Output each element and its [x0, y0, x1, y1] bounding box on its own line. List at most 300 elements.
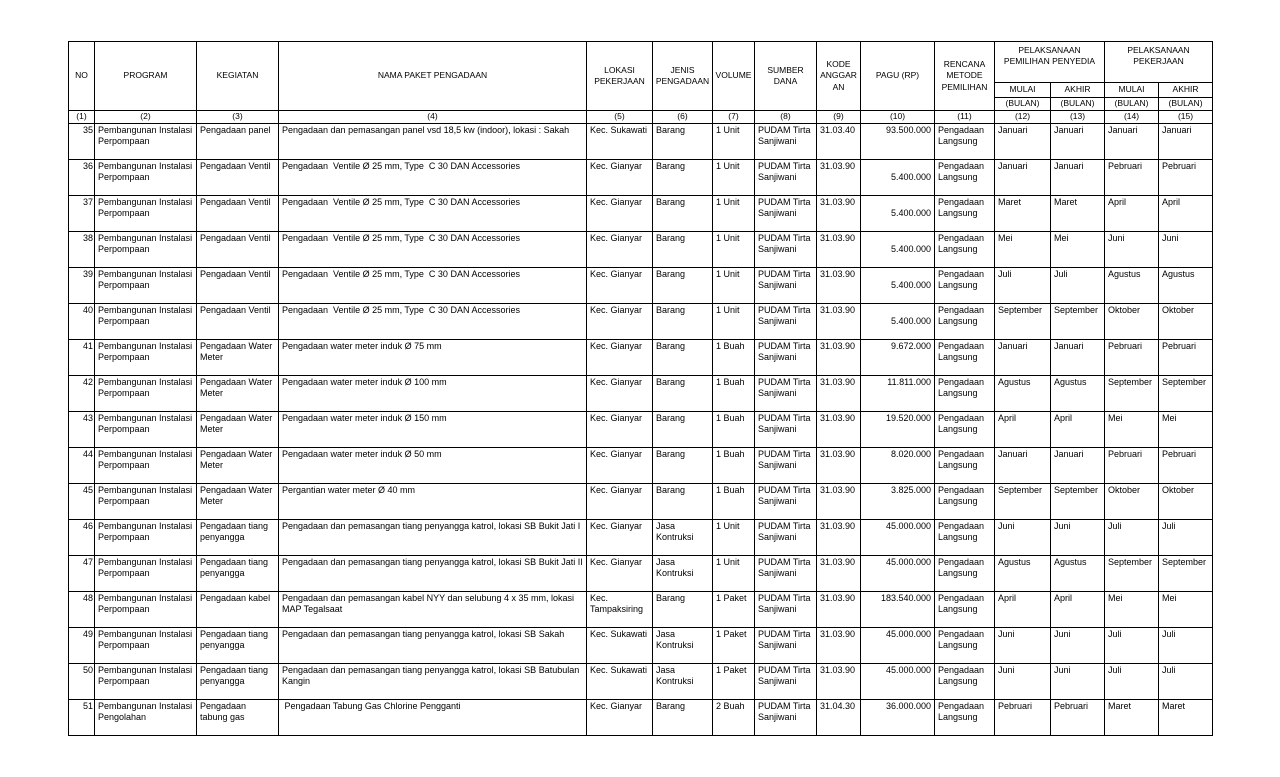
cell-lokasi: Kec. Sukawati: [587, 628, 653, 664]
table-row: [69, 160, 1213, 196]
cell-pk-mulai: Agustus: [1105, 268, 1159, 304]
cell-no: 45: [69, 484, 95, 520]
header-row-column-numbers: [69, 111, 1213, 124]
col-header-kode-anggaran: KODE ANGGARAN: [817, 42, 861, 111]
cell-no: 36: [69, 160, 95, 196]
cell-kode: 31.03.90: [817, 412, 861, 448]
cell-pk-akhir: Januari: [1159, 124, 1213, 160]
cell-volume: 1 Paket: [713, 664, 755, 700]
cell-pagu: 36.000.000: [861, 700, 935, 736]
cell-kode: 31.03.90: [817, 484, 861, 520]
cell-pagu: 45.000.000: [861, 556, 935, 592]
cell-lokasi: Kec. Sukawati: [587, 664, 653, 700]
cell-no: 41: [69, 340, 95, 376]
cell-no: 38: [69, 232, 95, 268]
cell-pp-mulai: Januari: [995, 340, 1051, 376]
cell-kode: 31.03.90: [817, 520, 861, 556]
cell-pagu: 3.825.000: [861, 484, 935, 520]
cell-nama: Pengadaan Tabung Gas Chlorine Pengganti: [279, 700, 587, 736]
cell-pp-akhir: Januari: [1051, 124, 1105, 160]
cell-pp-mulai: Juni: [995, 628, 1051, 664]
cell-pagu: 45.000.000: [861, 628, 935, 664]
cell-sumber: PUDAM Tirta Sanjiwani: [755, 592, 817, 628]
cell-pp-akhir: April: [1051, 592, 1105, 628]
cell-kegiatan: Pengadaan Water Meter: [197, 376, 279, 412]
procurement-table: [68, 41, 1213, 736]
cell-program: Pembangunan Instalasi Pengolahan: [95, 700, 197, 736]
cell-pk-mulai: Januari: [1105, 124, 1159, 160]
col-number: (14): [1105, 111, 1159, 124]
cell-sumber: PUDAM Tirta Sanjiwani: [755, 196, 817, 232]
cell-pk-akhir: Pebruari: [1159, 160, 1213, 196]
cell-metode: Pengadaan Langsung: [935, 412, 995, 448]
cell-pagu: 183.540.000: [861, 592, 935, 628]
cell-volume: 1 Paket: [713, 592, 755, 628]
cell-metode: Pengadaan Langsung: [935, 340, 995, 376]
cell-kegiatan: Pengadaan Ventil: [197, 196, 279, 232]
cell-metode: Pengadaan Langsung: [935, 556, 995, 592]
cell-metode: Pengadaan Langsung: [935, 232, 995, 268]
cell-metode: Pengadaan Langsung: [935, 592, 995, 628]
table-body: [69, 124, 1213, 736]
cell-nama: Pengadaan Ventile Ø 25 mm, Type C 30 DAN Accessories: [279, 304, 587, 340]
cell-sumber: PUDAM Tirta Sanjiwani: [755, 448, 817, 484]
table-row: [69, 664, 1213, 700]
cell-kode: 31.03.90: [817, 196, 861, 232]
cell-pk-mulai: Pebruari: [1105, 160, 1159, 196]
cell-program: Pembangunan Instalasi Perpompaan: [95, 592, 197, 628]
cell-pp-mulai: Juni: [995, 520, 1051, 556]
col-header-lokasi: LOKASI PEKERJAAN: [587, 42, 653, 111]
header-row-main: [69, 42, 1213, 83]
cell-lokasi: Kec. Gianyar: [587, 520, 653, 556]
col-header-kegiatan: KEGIATAN: [197, 42, 279, 111]
cell-pp-mulai: Agustus: [995, 556, 1051, 592]
cell-kegiatan: Pengadaan tiang penyangga: [197, 556, 279, 592]
table-row: [69, 412, 1213, 448]
cell-pp-akhir: Januari: [1051, 448, 1105, 484]
cell-pagu: 5.400.000: [861, 160, 935, 196]
cell-metode: Pengadaan Langsung: [935, 376, 995, 412]
cell-pagu: 9.672.000: [861, 340, 935, 376]
table-header: [69, 42, 1213, 124]
cell-program: Pembangunan Instalasi Perpompaan: [95, 412, 197, 448]
cell-nama: Pengadaan dan pemasangan tiang penyangga katrol, lokasi SB Batubulan Kangin: [279, 664, 587, 700]
cell-volume: 1 Unit: [713, 232, 755, 268]
cell-pk-mulai: Mei: [1105, 412, 1159, 448]
cell-no: 48: [69, 592, 95, 628]
cell-pp-akhir: Januari: [1051, 340, 1105, 376]
cell-pk-akhir: Mei: [1159, 412, 1213, 448]
cell-pp-mulai: Juli: [995, 268, 1051, 304]
cell-pp-akhir: September: [1051, 484, 1105, 520]
cell-program: Pembangunan Instalasi Perpompaan: [95, 556, 197, 592]
cell-pp-mulai: Januari: [995, 124, 1051, 160]
table-row: [69, 700, 1213, 736]
cell-pp-akhir: September: [1051, 304, 1105, 340]
cell-pp-mulai: Agustus: [995, 376, 1051, 412]
cell-volume: 1 Buah: [713, 376, 755, 412]
cell-jenis: Jasa Kontruksi: [653, 628, 713, 664]
cell-kode: 31.04.30: [817, 700, 861, 736]
cell-metode: Pengadaan Langsung: [935, 700, 995, 736]
col-header-pelaksanaan-pemilihan: PELAKSANAAN PEMILIHAN PENYEDIA: [995, 42, 1105, 83]
cell-volume: 1 Unit: [713, 160, 755, 196]
cell-kegiatan: Pengadaan panel: [197, 124, 279, 160]
cell-no: 51: [69, 700, 95, 736]
col-number: (8): [755, 111, 817, 124]
cell-program: Pembangunan Instalasi Perpompaan: [95, 196, 197, 232]
cell-kode: 31.03.90: [817, 340, 861, 376]
cell-jenis: Barang: [653, 196, 713, 232]
cell-pagu: 5.400.000: [861, 304, 935, 340]
col-header-pemilihan-akhir: AKHIR: [1051, 83, 1105, 98]
cell-metode: Pengadaan Langsung: [935, 448, 995, 484]
cell-jenis: Barang: [653, 232, 713, 268]
cell-kode: 31.03.90: [817, 376, 861, 412]
cell-sumber: PUDAM Tirta Sanjiwani: [755, 268, 817, 304]
cell-pk-mulai: Maret: [1105, 700, 1159, 736]
cell-program: Pembangunan Instalasi Perpompaan: [95, 232, 197, 268]
col-number: (15): [1159, 111, 1213, 124]
cell-kegiatan: Pengadaan tabung gas: [197, 700, 279, 736]
col-header-pagu: PAGU (RP): [861, 42, 935, 111]
cell-no: 35: [69, 124, 95, 160]
cell-pk-akhir: Juli: [1159, 520, 1213, 556]
cell-volume: 1 Buah: [713, 412, 755, 448]
col-header-pekerjaan-mulai: MULAI: [1105, 83, 1159, 98]
col-header-nama-paket: NAMA PAKET PENGADAAN: [279, 42, 587, 111]
cell-program: Pembangunan Instalasi Perpompaan: [95, 628, 197, 664]
cell-pp-akhir: Agustus: [1051, 376, 1105, 412]
cell-volume: 1 Buah: [713, 340, 755, 376]
cell-no: 40: [69, 304, 95, 340]
cell-kegiatan: Pengadaan Water Meter: [197, 484, 279, 520]
cell-pagu: 45.000.000: [861, 520, 935, 556]
cell-kode: 31.03.90: [817, 232, 861, 268]
cell-lokasi: Kec. Gianyar: [587, 448, 653, 484]
cell-no: 39: [69, 268, 95, 304]
col-number: (5): [587, 111, 653, 124]
table-row: [69, 484, 1213, 520]
col-number: (7): [713, 111, 755, 124]
cell-volume: 1 Unit: [713, 520, 755, 556]
cell-kode: 31.03.90: [817, 304, 861, 340]
cell-pp-mulai: Juni: [995, 664, 1051, 700]
cell-kegiatan: Pengadaan Water Meter: [197, 448, 279, 484]
cell-metode: Pengadaan Langsung: [935, 304, 995, 340]
cell-jenis: Jasa Kontruksi: [653, 556, 713, 592]
cell-kode: 31.03.90: [817, 556, 861, 592]
cell-volume: 1 Unit: [713, 304, 755, 340]
cell-lokasi: Kec. Gianyar: [587, 376, 653, 412]
cell-jenis: Barang: [653, 448, 713, 484]
cell-lokasi: Kec. Gianyar: [587, 268, 653, 304]
cell-metode: Pengadaan Langsung: [935, 628, 995, 664]
cell-program: Pembangunan Instalasi Perpompaan: [95, 484, 197, 520]
cell-pk-akhir: April: [1159, 196, 1213, 232]
cell-sumber: PUDAM Tirta Sanjiwani: [755, 124, 817, 160]
cell-no: 50: [69, 664, 95, 700]
cell-pp-akhir: April: [1051, 412, 1105, 448]
cell-nama: Pengadaan Ventile Ø 25 mm, Type C 30 DAN Accessories: [279, 232, 587, 268]
cell-jenis: Barang: [653, 412, 713, 448]
cell-jenis: Barang: [653, 268, 713, 304]
cell-nama: Pengadaan Ventile Ø 25 mm, Type C 30 DAN Accessories: [279, 160, 587, 196]
col-number: (4): [279, 111, 587, 124]
cell-jenis: Barang: [653, 124, 713, 160]
cell-pp-akhir: Juni: [1051, 520, 1105, 556]
col-number: (1): [69, 111, 95, 124]
table-row: [69, 304, 1213, 340]
cell-pk-mulai: Mei: [1105, 592, 1159, 628]
cell-metode: Pengadaan Langsung: [935, 268, 995, 304]
col-header-volume: VOLUME: [713, 42, 755, 111]
col-number: (9): [817, 111, 861, 124]
cell-pk-akhir: Mei: [1159, 592, 1213, 628]
cell-pk-mulai: Juli: [1105, 628, 1159, 664]
cell-program: Pembangunan Instalasi Perpompaan: [95, 376, 197, 412]
cell-volume: 1 Paket: [713, 628, 755, 664]
col-header-rencana-metode: RENCANA METODE PEMILIHAN: [935, 42, 995, 111]
table-row: [69, 124, 1213, 160]
col-number: (12): [995, 111, 1051, 124]
cell-jenis: Barang: [653, 160, 713, 196]
cell-no: 37: [69, 196, 95, 232]
cell-no: 46: [69, 520, 95, 556]
cell-pagu: 93.500.000: [861, 124, 935, 160]
cell-jenis: Barang: [653, 592, 713, 628]
cell-lokasi: Kec. Sukawati: [587, 124, 653, 160]
table-row: [69, 628, 1213, 664]
cell-pk-akhir: Juli: [1159, 628, 1213, 664]
col-header-pekerjaan-akhir: AKHIR: [1159, 83, 1213, 98]
cell-pk-akhir: Oktober: [1159, 484, 1213, 520]
col-header-bulan: (BULAN): [1051, 98, 1105, 111]
cell-pp-mulai: September: [995, 304, 1051, 340]
cell-lokasi: Kec. Tampaksiring: [587, 592, 653, 628]
col-number: (13): [1051, 111, 1105, 124]
cell-kegiatan: Pengadaan tiang penyangga: [197, 520, 279, 556]
cell-program: Pembangunan Instalasi Perpompaan: [95, 268, 197, 304]
cell-kode: 31.03.90: [817, 664, 861, 700]
cell-volume: 1 Unit: [713, 556, 755, 592]
cell-nama: Pergantian water meter Ø 40 mm: [279, 484, 587, 520]
cell-volume: 1 Buah: [713, 448, 755, 484]
cell-pk-mulai: September: [1105, 376, 1159, 412]
cell-nama: Pengadaan water meter induk Ø 50 mm: [279, 448, 587, 484]
cell-program: Pembangunan Instalasi Perpompaan: [95, 124, 197, 160]
cell-pp-mulai: April: [995, 592, 1051, 628]
cell-volume: 2 Buah: [713, 700, 755, 736]
cell-pk-akhir: Agustus: [1159, 268, 1213, 304]
cell-lokasi: Kec. Gianyar: [587, 196, 653, 232]
cell-pagu: 45.000.000: [861, 664, 935, 700]
cell-sumber: PUDAM Tirta Sanjiwani: [755, 520, 817, 556]
col-header-program: PROGRAM: [95, 42, 197, 111]
cell-sumber: PUDAM Tirta Sanjiwani: [755, 412, 817, 448]
cell-sumber: PUDAM Tirta Sanjiwani: [755, 232, 817, 268]
cell-kode: 31.03.90: [817, 628, 861, 664]
cell-pk-akhir: September: [1159, 556, 1213, 592]
cell-metode: Pengadaan Langsung: [935, 484, 995, 520]
cell-nama: Pengadaan dan pemasangan tiang penyangga katrol, lokasi SB Sakah: [279, 628, 587, 664]
cell-pk-mulai: Oktober: [1105, 484, 1159, 520]
cell-kode: 31.03.40: [817, 124, 861, 160]
cell-lokasi: Kec. Gianyar: [587, 556, 653, 592]
cell-lokasi: Kec. Gianyar: [587, 484, 653, 520]
cell-program: Pembangunan Instalasi Perpompaan: [95, 448, 197, 484]
cell-nama: Pengadaan dan pemasangan panel vsd 18,5 kw (indoor), lokasi : Sakah: [279, 124, 587, 160]
cell-pagu: 5.400.000: [861, 232, 935, 268]
cell-sumber: PUDAM Tirta Sanjiwani: [755, 700, 817, 736]
cell-volume: 1 Unit: [713, 196, 755, 232]
col-header-bulan: (BULAN): [995, 98, 1051, 111]
cell-program: Pembangunan Instalasi Perpompaan: [95, 340, 197, 376]
cell-no: 42: [69, 376, 95, 412]
col-number: (10): [861, 111, 935, 124]
cell-program: Pembangunan Instalasi Perpompaan: [95, 304, 197, 340]
table-row: [69, 376, 1213, 412]
cell-nama: Pengadaan water meter induk Ø 100 mm: [279, 376, 587, 412]
cell-pagu: 19.520.000: [861, 412, 935, 448]
cell-pp-mulai: September: [995, 484, 1051, 520]
col-header-pemilihan-mulai: MULAI: [995, 83, 1051, 98]
cell-kode: 31.03.90: [817, 592, 861, 628]
cell-kode: 31.03.90: [817, 448, 861, 484]
cell-program: Pembangunan Instalasi Perpompaan: [95, 520, 197, 556]
cell-pk-akhir: Oktober: [1159, 304, 1213, 340]
cell-metode: Pengadaan Langsung: [935, 196, 995, 232]
cell-volume: 1 Buah: [713, 484, 755, 520]
cell-nama: Pengadaan dan pemasangan kabel NYY dan selubung 4 x 35 mm, lokasi MAP Tegalsaat: [279, 592, 587, 628]
cell-no: 44: [69, 448, 95, 484]
cell-no: 49: [69, 628, 95, 664]
cell-pp-akhir: Pebruari: [1051, 700, 1105, 736]
cell-pk-mulai: April: [1105, 196, 1159, 232]
cell-jenis: Jasa Kontruksi: [653, 664, 713, 700]
cell-sumber: PUDAM Tirta Sanjiwani: [755, 376, 817, 412]
cell-jenis: Barang: [653, 376, 713, 412]
cell-pp-akhir: Juli: [1051, 268, 1105, 304]
cell-nama: Pengadaan Ventile Ø 25 mm, Type C 30 DAN Accessories: [279, 196, 587, 232]
cell-pp-mulai: Mei: [995, 232, 1051, 268]
cell-kegiatan: Pengadaan Ventil: [197, 160, 279, 196]
cell-pk-mulai: Juli: [1105, 520, 1159, 556]
table-row: [69, 232, 1213, 268]
cell-kegiatan: Pengadaan Water Meter: [197, 340, 279, 376]
col-header-bulan: (BULAN): [1159, 98, 1213, 111]
cell-pk-akhir: Pebruari: [1159, 448, 1213, 484]
cell-pp-akhir: Agustus: [1051, 556, 1105, 592]
cell-jenis: Barang: [653, 340, 713, 376]
cell-lokasi: Kec. Gianyar: [587, 700, 653, 736]
cell-lokasi: Kec. Gianyar: [587, 232, 653, 268]
cell-nama: Pengadaan dan pemasangan tiang penyangga katrol, lokasi SB Bukit Jati II: [279, 556, 587, 592]
cell-metode: Pengadaan Langsung: [935, 664, 995, 700]
cell-program: Pembangunan Instalasi Perpompaan: [95, 664, 197, 700]
col-number: (2): [95, 111, 197, 124]
col-header-no: NO: [69, 42, 95, 111]
cell-lokasi: Kec. Gianyar: [587, 340, 653, 376]
cell-pp-mulai: Januari: [995, 448, 1051, 484]
cell-pk-mulai: Oktober: [1105, 304, 1159, 340]
cell-sumber: PUDAM Tirta Sanjiwani: [755, 304, 817, 340]
cell-metode: Pengadaan Langsung: [935, 160, 995, 196]
cell-jenis: Jasa Kontruksi: [653, 520, 713, 556]
cell-pk-mulai: Pebruari: [1105, 340, 1159, 376]
cell-lokasi: Kec. Gianyar: [587, 412, 653, 448]
cell-pagu: 8.020.000: [861, 448, 935, 484]
cell-volume: 1 Unit: [713, 124, 755, 160]
cell-kegiatan: Pengadaan Water Meter: [197, 412, 279, 448]
cell-no: 47: [69, 556, 95, 592]
cell-pp-mulai: Pebruari: [995, 700, 1051, 736]
table-row: [69, 592, 1213, 628]
cell-pp-mulai: Maret: [995, 196, 1051, 232]
cell-pagu: 5.400.000: [861, 196, 935, 232]
cell-kegiatan: Pengadaan kabel: [197, 592, 279, 628]
table-row: [69, 448, 1213, 484]
cell-kegiatan: Pengadaan Ventil: [197, 232, 279, 268]
col-number: (3): [197, 111, 279, 124]
cell-pk-mulai: Pebruari: [1105, 448, 1159, 484]
cell-volume: 1 Unit: [713, 268, 755, 304]
cell-pk-mulai: Juni: [1105, 232, 1159, 268]
cell-pp-akhir: Juni: [1051, 628, 1105, 664]
col-number: (11): [935, 111, 995, 124]
cell-nama: Pengadaan Ventile Ø 25 mm, Type C 30 DAN Accessories: [279, 268, 587, 304]
cell-metode: Pengadaan Langsung: [935, 520, 995, 556]
cell-jenis: Barang: [653, 304, 713, 340]
cell-pp-mulai: Januari: [995, 160, 1051, 196]
col-header-pelaksanaan-pekerjaan: PELAKSANAAN PEKERJAAN: [1105, 42, 1213, 83]
cell-sumber: PUDAM Tirta Sanjiwani: [755, 628, 817, 664]
cell-sumber: PUDAM Tirta Sanjiwani: [755, 484, 817, 520]
cell-sumber: PUDAM Tirta Sanjiwani: [755, 556, 817, 592]
cell-kegiatan: Pengadaan tiang penyangga: [197, 628, 279, 664]
cell-jenis: Barang: [653, 700, 713, 736]
cell-pk-akhir: Maret: [1159, 700, 1213, 736]
cell-pk-akhir: September: [1159, 376, 1213, 412]
table-row: [69, 340, 1213, 376]
cell-lokasi: Kec. Gianyar: [587, 304, 653, 340]
cell-jenis: Barang: [653, 484, 713, 520]
cell-kegiatan: Pengadaan Ventil: [197, 268, 279, 304]
cell-pp-akhir: Maret: [1051, 196, 1105, 232]
cell-pp-akhir: Juni: [1051, 664, 1105, 700]
cell-metode: Pengadaan Langsung: [935, 124, 995, 160]
cell-pk-mulai: September: [1105, 556, 1159, 592]
table-row: [69, 520, 1213, 556]
col-header-bulan: (BULAN): [1105, 98, 1159, 111]
cell-nama: Pengadaan water meter induk Ø 75 mm: [279, 340, 587, 376]
cell-program: Pembangunan Instalasi Perpompaan: [95, 160, 197, 196]
cell-kode: 31.03.90: [817, 268, 861, 304]
cell-pp-mulai: April: [995, 412, 1051, 448]
col-header-sumber-dana: SUMBER DANA: [755, 42, 817, 111]
cell-sumber: PUDAM Tirta Sanjiwani: [755, 340, 817, 376]
cell-nama: Pengadaan water meter induk Ø 150 mm: [279, 412, 587, 448]
cell-no: 43: [69, 412, 95, 448]
cell-pk-akhir: Pebruari: [1159, 340, 1213, 376]
cell-kegiatan: Pengadaan Ventil: [197, 304, 279, 340]
cell-pk-akhir: Juli: [1159, 664, 1213, 700]
cell-pagu: 11.811.000: [861, 376, 935, 412]
cell-pk-mulai: Juli: [1105, 664, 1159, 700]
cell-pk-akhir: Juni: [1159, 232, 1213, 268]
col-header-jenis: JENIS PENGADAAN: [653, 42, 713, 111]
